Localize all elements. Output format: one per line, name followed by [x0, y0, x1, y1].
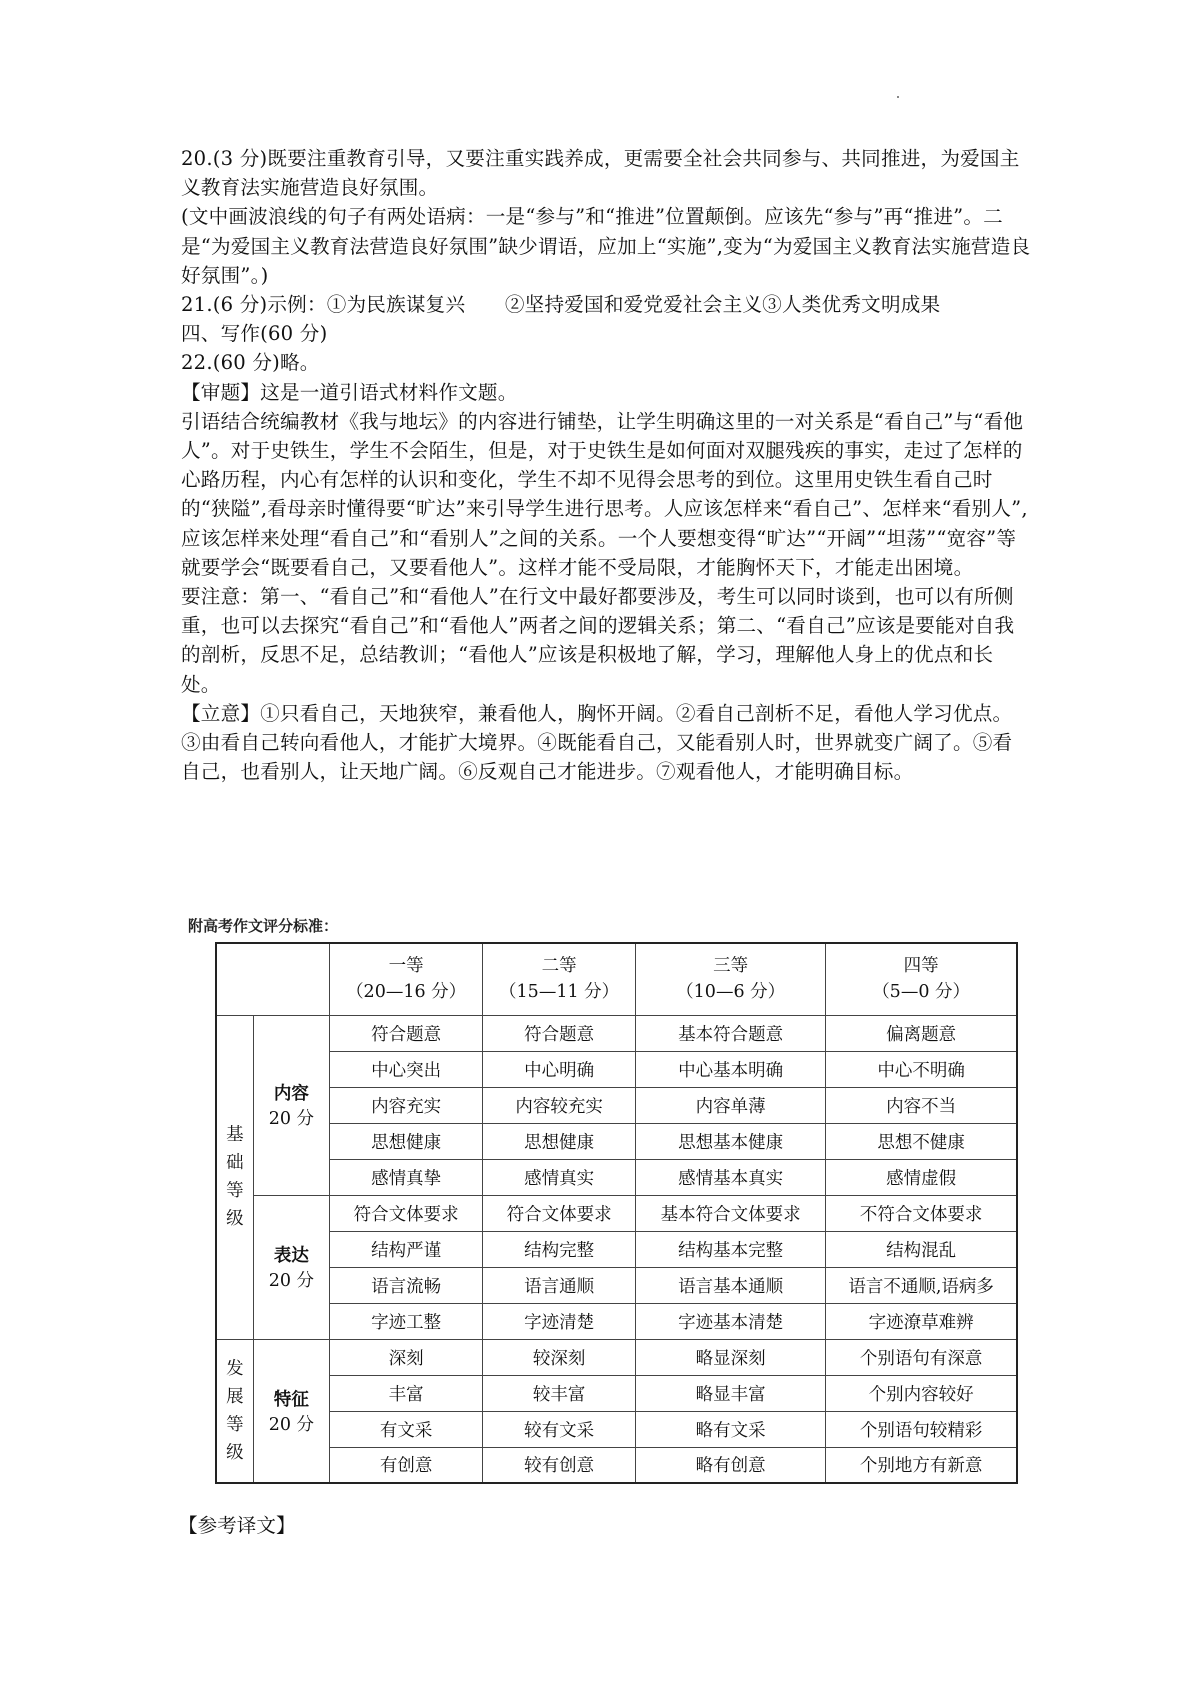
rubric-cell: 感情虚假 [826, 1159, 1017, 1195]
rubric-cell: 符合题意 [330, 1015, 483, 1051]
rubric-cell: 感情基本真实 [636, 1159, 826, 1195]
rubric-cell: 个别地方有新意 [826, 1447, 1017, 1483]
topic-analysis-heading: 【审题】这是一道引语式材料作文题。 [181, 380, 518, 404]
rubric-cell: 内容较充实 [483, 1087, 636, 1123]
criterion-cell [253, 1195, 329, 1339]
rubric-cell: 语言不通顺,语病多 [826, 1267, 1017, 1303]
rubric-cell: 不符合文体要求 [826, 1195, 1017, 1231]
rubric-cell: 字迹基本清楚 [636, 1303, 826, 1339]
answer-22: 22.(60 分)略。 [181, 351, 320, 375]
criterion-cell [253, 1339, 329, 1483]
rubric-cell: 个别内容较好 [826, 1375, 1017, 1411]
criterion-score: 20 分 [268, 1109, 315, 1129]
table-row [216, 1375, 1017, 1411]
rubric-cell: 思想不健康 [826, 1123, 1017, 1159]
criterion-cell [253, 1015, 329, 1195]
notes-paragraph: 要注意：第一、“看自己”和“看他人”在行文中最好都要涉及，考生可以同时谈到，也可以有所侧重，也可以去探究“看自己”和“看他人”两者之间的逻辑关系；第二、“看自己”应该是要能对自我的剖析，反思不足，总结教训；“看他人”应该是积极地了解，学习，理解他人身上的优点和长处。 [181, 585, 1015, 696]
criterion-score: 20 分 [268, 1271, 315, 1291]
rubric-cell: 丰富 [330, 1375, 483, 1411]
rubric-cell: 结构完整 [483, 1231, 636, 1267]
rubric-cell: 字迹工整 [330, 1303, 483, 1339]
rubric-cell: 有创意 [330, 1447, 483, 1483]
criterion-name: 特征 [273, 1389, 309, 1410]
answer-20: 20.(3 分)既要注重教育引导，又要注重实践养成，更需要全社会共同参与、共同推进，为爱国主义教育法实施营造良好氛围。 [181, 147, 1020, 200]
header-grade-1: 一等 （20—16 分） [330, 943, 483, 1015]
table-row [216, 1303, 1017, 1339]
rubric-cell: 字迹潦草难辨 [826, 1303, 1017, 1339]
rubric-cell: 个别语句有深意 [826, 1339, 1017, 1375]
rubric-cell: 结构基本完整 [636, 1231, 826, 1267]
rubric-cell: 略有文采 [636, 1411, 826, 1447]
rubric-cell: 思想基本健康 [636, 1123, 826, 1159]
rubric-cell: 结构严谨 [330, 1231, 483, 1267]
rubric-cell: 内容不当 [826, 1087, 1017, 1123]
header-corner-cell [216, 943, 330, 1015]
rubric-cell: 个别语句较精彩 [826, 1411, 1017, 1447]
header-grade-4: 四等 （5—0 分） [826, 943, 1017, 1015]
rubric-cell: 结构混乱 [826, 1231, 1017, 1267]
table-row [216, 1447, 1017, 1483]
rubric-cell: 中心基本明确 [636, 1051, 826, 1087]
rubric-caption: 附高考作文评分标准： [188, 917, 339, 935]
theme-ideas-paragraph: 【立意】①只看自己，天地狭窄，兼看他人，胸怀开阔。②看自己剖析不足，看他人学习优点。③由看自己转向看他人，才能扩大境界。④既能看自己，又能看别人时，世界就变广阔了。⑤看自己，也看别人，让天地广阔。⑥反观自己才能进步。⑦观看他人，才能明确目标。 [181, 701, 1013, 784]
topic-analysis-body: 引语结合统编教材《我与地坛》的内容进行铺垫，让学生明确这里的一对关系是“看自己”与“看他人”。对于史铁生，学生不会陌生，但是，对于史铁生是如何面对双腿残疾的事实，走过了怎样的心路历程，内心有怎样的认识和变化，学生不却不见得会思考的到位。这里用史铁生看自己时的“狭隘”,看母亲时懂得要“旷达”来引导学生进行思考。人应该怎样来“看自己”、怎样来“看别人”,应该怎样来处理“看自己”和“看别人”之间的关系。一个人要想变得“旷达”“开阔”“坦荡”“宽容”等就要学会“既要看自己，又要看他人”。这样才能不受局限，才能胸怀天下，才能走出困境。 [181, 409, 1028, 579]
rubric-cell: 字迹清楚 [483, 1303, 636, 1339]
rubric-cell: 内容单薄 [636, 1087, 826, 1123]
rubric-cell: 中心不明确 [826, 1051, 1017, 1087]
table-row [216, 1339, 1017, 1375]
rubric-cell: 偏离题意 [826, 1015, 1017, 1051]
rubric-cell: 语言通顺 [483, 1267, 636, 1303]
rubric-cell: 思想健康 [330, 1123, 483, 1159]
rubric-cell: 较有文采 [483, 1411, 636, 1447]
rubric-cell: 中心明确 [483, 1051, 636, 1087]
answer-21: 21.(6 分)示例：①为民族谋复兴 ②坚持爱国和爱党爱社会主义③人类优秀文明成果 [181, 293, 941, 317]
rubric-cell: 语言流畅 [330, 1267, 483, 1303]
table-row [216, 1411, 1017, 1447]
criterion-name: 表达 [273, 1246, 309, 1266]
header-grade-3: 三等 （10—6 分） [636, 943, 826, 1015]
rubric-cell: 感情真挚 [330, 1159, 483, 1195]
rubric-cell: 略显深刻 [636, 1339, 826, 1375]
table-row [216, 1051, 1017, 1087]
rubric-cell: 语言基本通顺 [636, 1267, 826, 1303]
table-row [216, 1195, 1017, 1231]
table-row [216, 1015, 1017, 1051]
table-row [216, 1267, 1017, 1303]
level-group-cell: 基 础 等 级 [216, 1015, 253, 1339]
answer-text [181, 144, 1031, 786]
rubric-cell: 略显丰富 [636, 1375, 826, 1411]
rubric-cell: 有文采 [330, 1411, 483, 1447]
rubric-cell: 深刻 [330, 1339, 483, 1375]
reference-translation-heading: 【参考译文】 [178, 1514, 296, 1537]
rubric-cell: 较深刻 [483, 1339, 636, 1375]
scan-speck [897, 96, 899, 98]
section-writing-heading: 四、写作(60 分) [181, 322, 328, 346]
table-row [216, 1123, 1017, 1159]
rubric-cell: 较丰富 [483, 1375, 636, 1411]
table-row [216, 1231, 1017, 1267]
table-row [216, 1159, 1017, 1195]
table-row [216, 1087, 1017, 1123]
scoring-rubric-table [215, 942, 1018, 1484]
rubric-cell: 思想健康 [483, 1123, 636, 1159]
rubric-cell: 略有创意 [636, 1447, 826, 1483]
criterion-name: 内容 [273, 1084, 309, 1104]
rubric-cell: 较有创意 [483, 1447, 636, 1483]
level-group-cell: 发 展 等 级 [216, 1339, 253, 1483]
header-grade-2: 二等 （15—11 分） [483, 943, 636, 1015]
rubric-cell: 符合文体要求 [330, 1195, 483, 1231]
criterion-score: 20 分 [268, 1414, 315, 1435]
rubric-cell: 基本符合题意 [636, 1015, 826, 1051]
rubric-cell: 符合文体要求 [483, 1195, 636, 1231]
rubric-cell: 符合题意 [483, 1015, 636, 1051]
rubric-cell: 内容充实 [330, 1087, 483, 1123]
rubric-cell: 感情真实 [483, 1159, 636, 1195]
rubric-cell: 基本符合文体要求 [636, 1195, 826, 1231]
answer-20-explanation: (文中画波浪线的句子有两处语病：一是“参与”和“推进”位置颠倒。应该先“参与”再“推进”。二是“为爱国主义教育法营造良好氛围”缺少谓语，应加上“实施”,变为“为爱国主义教育法实施营造良好氛围”。) [181, 205, 1031, 287]
rubric-cell: 中心突出 [330, 1051, 483, 1087]
rubric-header-row [216, 943, 1017, 1015]
